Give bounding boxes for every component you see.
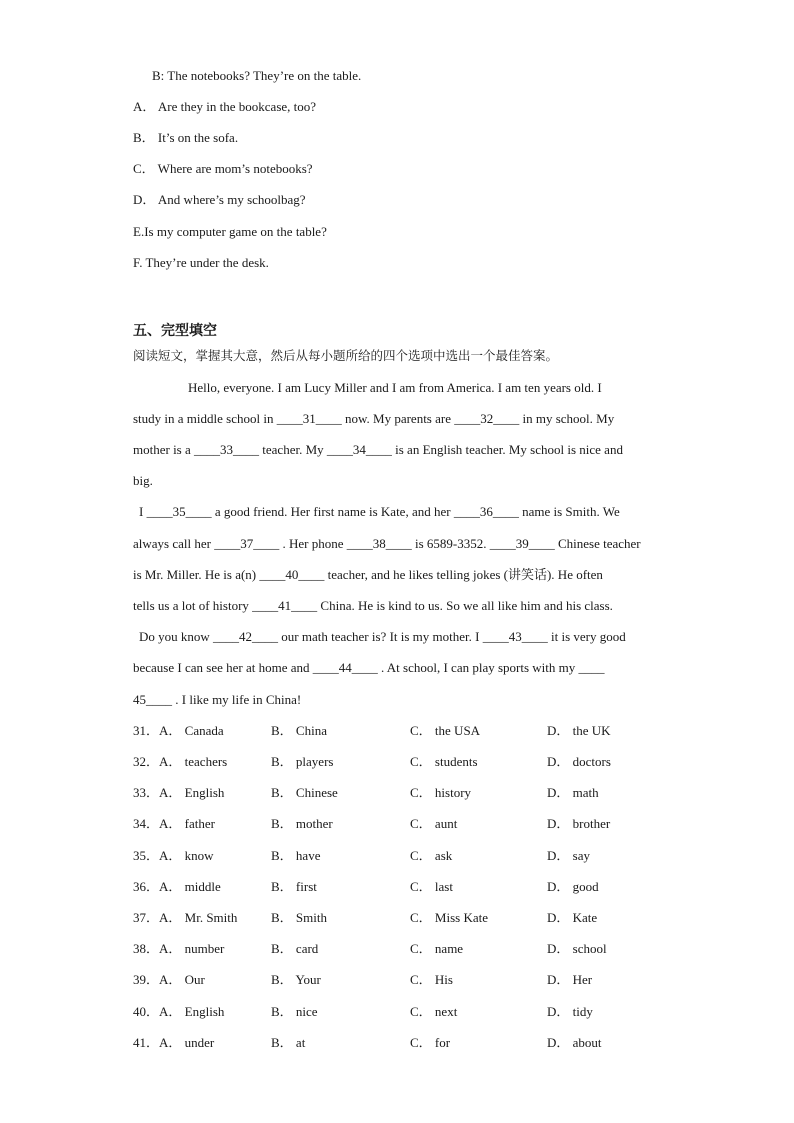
blank-34: ____34____ — [326, 442, 392, 457]
option-a-text: A． middle — [159, 879, 221, 894]
passage-text: teacher. My — [259, 442, 327, 457]
question-option-c: C． ask — [410, 848, 453, 863]
passage-line — [133, 442, 623, 458]
dialogue-option: B． It’s on the sofa. — [133, 130, 239, 145]
dialogue-b-line: B: The notebooks? They’re on the table. — [152, 68, 362, 83]
passage-text: mother is a — [133, 442, 195, 457]
passage-line — [139, 629, 626, 645]
question-number: 32． — [133, 754, 160, 769]
passage-text: Chinese teacher — [554, 536, 641, 551]
question-number: 33． — [133, 785, 160, 800]
passage-text: a good friend. Her first name is Kate, and her — [211, 504, 454, 519]
passage-line — [133, 411, 614, 427]
passage-line: big. — [133, 473, 153, 488]
question-row — [133, 1035, 613, 1051]
question-option-c: C． Miss Kate — [410, 910, 489, 925]
question-option-a — [133, 848, 214, 864]
question-row — [133, 941, 613, 957]
passage-text: now. My parents are — [341, 411, 455, 426]
blank-35: ____35____ — [146, 504, 212, 519]
dialogue-option: A． Are they in the bookcase, too? — [133, 99, 317, 114]
question-row — [133, 879, 613, 895]
blank-36: ____36____ — [453, 504, 519, 519]
blank-38: ____38____ — [346, 536, 412, 551]
passage-line — [139, 504, 620, 520]
passage-text: it is very good — [547, 629, 626, 644]
question-row — [133, 972, 613, 988]
question-option-b: B． have — [271, 848, 321, 863]
question-row — [133, 816, 613, 832]
dialogue-option: F. They’re under the desk. — [133, 255, 269, 270]
blank-44: ____44____ — [312, 660, 378, 675]
passage-text: is an English teacher. My school is nice and — [391, 442, 623, 457]
blank-45-start: ____ — [578, 660, 605, 675]
question-option-b: B． China — [271, 723, 327, 738]
question-number: 36． — [133, 879, 160, 894]
question-option-c: C． for — [410, 1035, 451, 1050]
passage-text: because I can see her at home and — [133, 660, 313, 675]
question-option-d: D． say — [547, 848, 590, 863]
dialogue-option: D． And where’s my schoolbag? — [133, 192, 306, 207]
passage-text: always call her — [133, 536, 215, 551]
question-option-a — [133, 941, 224, 957]
question-option-b: B． nice — [271, 1004, 318, 1019]
section-instruction: 阅读短文，掌握其大意，然后从每小题所给的四个选项中选出一个最佳答案。 — [133, 348, 559, 363]
question-row — [133, 723, 613, 739]
option-a-text: A． know — [159, 848, 214, 863]
option-a-text: A． English — [159, 785, 225, 800]
question-option-d: D． school — [547, 941, 607, 956]
question-number: 38． — [133, 941, 160, 956]
question-option-b: B． Your — [271, 972, 321, 987]
blank-41: ____41____ — [252, 598, 318, 613]
question-option-d: D． good — [547, 879, 599, 894]
question-option-b: B． first — [271, 879, 317, 894]
passage-line — [133, 692, 301, 708]
passage-text: is 6589-3352. — [411, 536, 490, 551]
passage-text: name is Smith. We — [518, 504, 620, 519]
question-number: 35． — [133, 848, 160, 863]
question-option-a — [133, 1004, 224, 1020]
passage-text: . At school, I can play sports with my — [377, 660, 579, 675]
passage-text: I — [139, 504, 147, 519]
option-a-text: A． Canada — [159, 723, 224, 738]
blank-32: ____32____ — [454, 411, 520, 426]
passage-line — [133, 536, 641, 552]
question-number: 39． — [133, 972, 160, 987]
passage-text: . I like my life in China! — [172, 692, 302, 707]
question-number: 41． — [133, 1035, 160, 1050]
question-row — [133, 1004, 613, 1020]
question-number: 31． — [133, 723, 160, 738]
blank-42: ____42____ — [213, 629, 279, 644]
question-option-d: D． the UK — [547, 723, 611, 738]
question-row — [133, 848, 613, 864]
question-option-a — [133, 972, 205, 988]
question-option-a — [133, 816, 215, 832]
question-option-c: C． the USA — [410, 723, 481, 738]
passage-text: is Mr. Miller. He is a(n) — [133, 567, 260, 582]
question-option-d: D． brother — [547, 816, 611, 831]
question-option-b: B． Chinese — [271, 785, 338, 800]
question-option-c: C． last — [410, 879, 453, 894]
question-option-b: B． mother — [271, 816, 333, 831]
question-number: 37． — [133, 910, 160, 925]
passage-text: . Her phone — [279, 536, 347, 551]
option-a-text: A． number — [159, 941, 225, 956]
question-option-d: D． about — [547, 1035, 602, 1050]
blank-33: ____33____ — [194, 442, 260, 457]
question-option-d: D． Her — [547, 972, 593, 987]
passage-text: China. He is kind to us. So we all like him and his class. — [317, 598, 613, 613]
option-a-text: A． under — [159, 1035, 215, 1050]
question-option-a — [133, 785, 224, 801]
passage-line — [133, 660, 605, 676]
blank-37: ____37____ — [214, 536, 280, 551]
question-option-a — [133, 754, 227, 770]
blank-45: 45____ — [133, 692, 172, 707]
blank-31: ____31____ — [276, 411, 342, 426]
question-option-a — [133, 723, 224, 739]
passage-text: teacher, and he likes telling jokes (讲笑话). He often — [324, 567, 603, 582]
question-option-a — [133, 910, 237, 926]
question-option-d: D． doctors — [547, 754, 611, 769]
blank-40: ____40____ — [259, 567, 325, 582]
question-option-b: B． players — [271, 754, 334, 769]
option-a-text: A． father — [159, 816, 215, 831]
question-option-c: C． name — [410, 941, 464, 956]
passage-text: in my school. My — [519, 411, 615, 426]
option-a-text: A． teachers — [159, 754, 228, 769]
question-row — [133, 754, 613, 770]
blank-43: ____43____ — [482, 629, 548, 644]
dialogue-option: C． Where are mom’s notebooks? — [133, 161, 313, 176]
question-option-b: B． Smith — [271, 910, 327, 925]
option-a-text: A． Mr. Smith — [159, 910, 238, 925]
question-option-a — [133, 1035, 214, 1051]
passage-text: Do you know — [139, 629, 214, 644]
question-option-c: C． His — [410, 972, 453, 987]
passage-line: Hello, everyone. I am Lucy Miller and I am from America. I am ten years old. I — [188, 380, 602, 395]
passage-text: study in a middle school in — [133, 411, 277, 426]
question-option-b: B． card — [271, 941, 319, 956]
question-number: 34． — [133, 816, 160, 831]
option-a-text: A． Our — [159, 972, 205, 987]
question-option-d: D． math — [547, 785, 599, 800]
passage-line — [133, 598, 613, 614]
question-row — [133, 910, 613, 926]
question-option-c: C． students — [410, 754, 478, 769]
section-title: 五、完型填空 — [133, 323, 217, 339]
question-option-b: B． at — [271, 1035, 306, 1050]
question-option-d: D． tidy — [547, 1004, 593, 1019]
dialogue-option: E.Is my computer game on the table? — [133, 224, 327, 239]
question-row — [133, 785, 613, 801]
question-option-a — [133, 879, 221, 895]
option-a-text: A． English — [159, 1004, 225, 1019]
question-option-c: C． next — [410, 1004, 458, 1019]
passage-text: our math teacher is? It is my mother. I — [278, 629, 483, 644]
question-option-d: D． Kate — [547, 910, 598, 925]
passage-text: tells us a lot of history — [133, 598, 253, 613]
question-number: 40． — [133, 1004, 160, 1019]
blank-39: ____39____ — [489, 536, 555, 551]
question-option-c: C． aunt — [410, 816, 458, 831]
passage-line — [133, 567, 603, 583]
question-option-c: C． history — [410, 785, 472, 800]
